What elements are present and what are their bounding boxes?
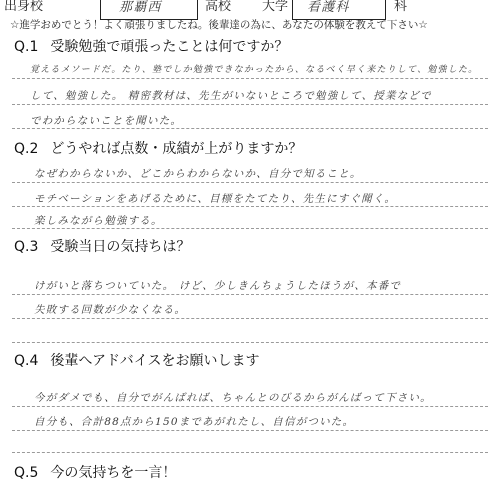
question-4-answer-line-1: 今がダメでも、自分でがんばれば、ちゃんとのびるからがんばって下さい。 (34, 392, 432, 404)
question-5-number: Q.5 (14, 465, 39, 481)
school-name-value: 那覇西 (119, 0, 162, 15)
header-label-highschool: 高校 (205, 0, 232, 14)
notice-text: ☆進学おめでとう！よく頑張りましたね。後輩達の為に、あなたの体験を教えて下さい☆ (10, 19, 428, 31)
question-4-title (14, 350, 260, 370)
question-4-text: 後輩へアドバイスをお願いします (50, 353, 260, 369)
question-3-title (14, 236, 190, 256)
question-3-answer-line-2: 失敗する回数が少なくなる。 (34, 304, 187, 316)
question-3-number: Q.3 (14, 239, 39, 255)
question-1-number: Q.1 (14, 39, 39, 55)
answer-line (12, 452, 488, 453)
answer-line (12, 182, 488, 183)
question-2-number: Q.2 (14, 141, 39, 157)
answer-line (12, 318, 488, 319)
question-1-answer-line-2: して、勉強した。 精密教材は、先生がいないところで勉強して、授業などで (30, 90, 432, 102)
question-4-number: Q.4 (14, 353, 39, 369)
answer-line (12, 78, 488, 79)
question-5-title (14, 462, 176, 482)
question-2-answer-line-1: なぜわからないか、どこからわからないか、自分で知ること。 (34, 168, 362, 180)
answer-line (12, 128, 488, 129)
question-2-answer-line-3: 楽しみながら勉強する。 (34, 215, 163, 227)
question-2-text: どうやれば点数・成績が上がりますか？ (50, 141, 303, 157)
header-label-school: 出身校 (4, 0, 44, 14)
question-1-text: 受験勉強で頑張ったことは何ですか？ (50, 39, 289, 55)
answer-line (12, 342, 488, 343)
question-2-title (14, 138, 302, 158)
answer-line (12, 294, 488, 295)
department-value: 看護科 (307, 0, 350, 15)
answer-line (12, 430, 488, 431)
question-1-title (14, 36, 288, 56)
answer-line (12, 104, 488, 105)
header-label-university: 大学 (262, 0, 289, 14)
answer-line (12, 228, 488, 229)
question-2-answer-line-2: モチベーションをあげるために、目標をたてたり、先生にすぐ聞く。 (34, 193, 397, 205)
answer-line (12, 406, 488, 407)
question-1-answer-line-3: でわからないことを聞いた。 (30, 115, 183, 127)
question-3-text: 受験当日の気持ちは？ (50, 239, 191, 255)
question-5-text: 今の気持ちを一言！ (50, 465, 177, 481)
answer-line (12, 206, 488, 207)
question-1-answer-line-1: 覚えるメソードだ。たり、塾でしか勉強できなかったから、なるべく早く来たりして、勉強した。 (30, 65, 479, 75)
question-3-answer-line-1: けがいと落ちついていた。 けど、少しきんちょうしたほうが、本番で (34, 280, 402, 292)
question-4-answer-line-2: 自分も、合計88点から150まであがれたし、自信がついた。 (34, 416, 355, 428)
header-label-dept: 科 (394, 0, 408, 14)
